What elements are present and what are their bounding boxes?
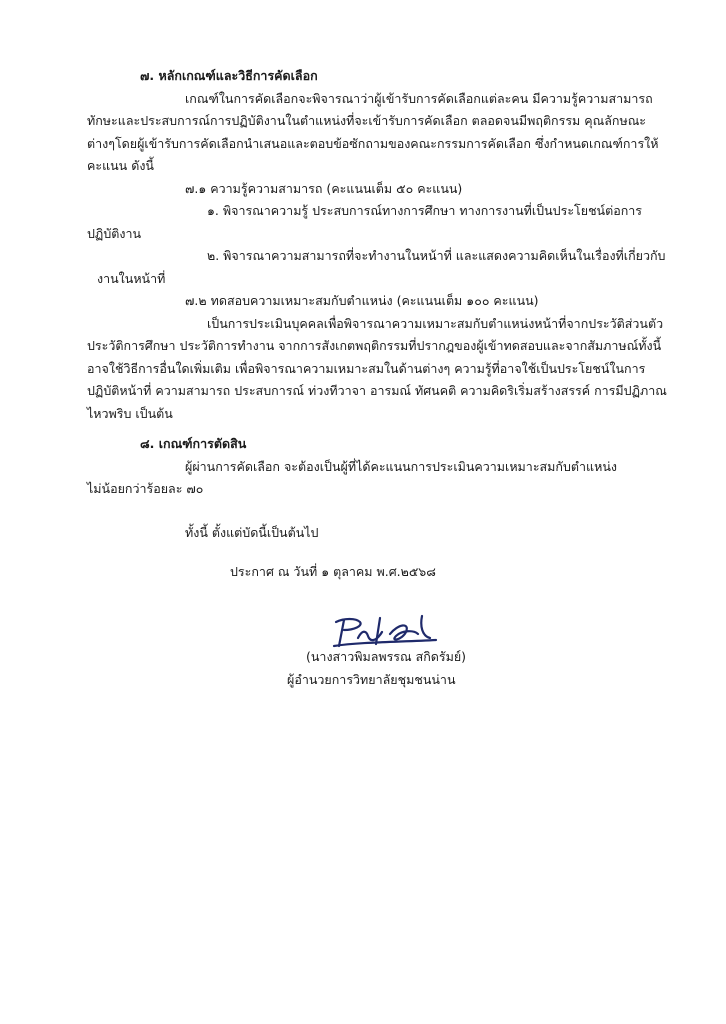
section-7-para-line-4: คะแนน ดังนี้ xyxy=(87,158,154,173)
sub-7-1-item-2-line-1: ๒. พิจารณาความสามารถที่จะทำงานในหน้าที่ และแสดงความคิดเห็นในเรื่องที่เกี่ยวกับ xyxy=(207,248,666,263)
handwritten-signature xyxy=(330,612,440,652)
section-8-para-line-1: ผู้ผ่านการคัดเลือก จะต้องเป็นผู้ที่ได้คะแนนการประเมินความเหมาะสมกับตำแหน่ง xyxy=(185,459,617,474)
sub-7-2-para-line-5: ไหวพริบ เป็นต้น xyxy=(87,406,173,421)
sub-7-2-para-line-3: อาจใช้วิธีการอื่นใดเพิ่มเติม เพื่อพิจารณาความเหมาะสมในด้านต่างๆ ความรู้ที่อาจใช้เป็นประโยชน์ในการ xyxy=(87,361,646,376)
section-7-para-line-1: เกณฑ์ในการคัดเลือกจะพิจารณาว่าผู้เข้ารับการคัดเลือกแต่ละคน มีความรู้ความสามารถ xyxy=(185,91,653,106)
sub-7-1-item-2-line-2: งานในหน้าที่ xyxy=(97,271,166,286)
signatory-name: (นางสาวพิมลพรรณ สกิดรัมย์) xyxy=(306,649,467,664)
sub-7-1-item-1-line-1: ๑. พิจารณาความรู้ ประสบการณ์ทางการศึกษา ทางการงานที่เป็นประโยชน์ต่อการ xyxy=(207,203,643,218)
section-7-para-line-3: ต่างๆโดยผู้เข้ารับการคัดเลือกนำเสนอและตอบข้อซักถามของคณะกรรมการคัดเลือก ซึ่งกำหนดเกณฑ์การให้ xyxy=(87,136,659,151)
section-7-para-line-2: ทักษะและประสบการณ์การปฏิบัติงานในตำแหน่งที่จะเข้ารับการคัดเลือก ตลอดจนมีพฤติกรรม คุณลักษณะ xyxy=(87,113,647,128)
sub-7-1-heading: ๗.๑ ความรู้ความสามารถ (คะแนนเต็ม ๕๐ คะแนน) xyxy=(185,181,463,196)
section-7-heading: ๗. หลักเกณฑ์และวิธีการคัดเลือก xyxy=(140,68,318,83)
sub-7-2-para-line-1: เป็นการประเมินบุคคลเพื่อพิจารณาความเหมาะสมกับตำแหน่งหน้าที่จากประวัติส่วนตัว xyxy=(207,316,664,331)
signatory-position: ผู้อำนวยการวิทยาลัยชุมชนน่าน xyxy=(287,672,456,687)
section-8-para-line-2: ไม่น้อยกว่าร้อยละ ๗๐ xyxy=(87,481,204,496)
sub-7-2-para-line-4: ปฏิบัติหน้าที่ ความสามารถ ประสบการณ์ ท่วงทีวาจา อารมณ์ ทัศนคติ ความคิดริเริ่มสร้างสรรค์ การมีปฏิภาณ xyxy=(87,383,667,398)
sub-7-2-heading: ๗.๒ ทดสอบความเหมาะสมกับตำแหน่ง (คะแนนเต็ม ๑๐๐ คะแนน) xyxy=(185,293,539,308)
section-8-heading: ๘. เกณฑ์การตัดสิน xyxy=(140,436,247,451)
effective-statement: ทั้งนี้ ตั้งแต่บัดนี้เป็นต้นไป xyxy=(185,525,319,540)
sub-7-1-item-1-line-2: ปฏิบัติงาน xyxy=(87,226,142,241)
announcement-date: ประกาศ ณ วันที่ ๑ ตุลาคม พ.ศ.๒๕๖๘ xyxy=(230,564,436,579)
sub-7-2-para-line-2: ประวัติการศึกษา ประวัติการทำงาน จากการสังเกตพฤติกรรมที่ปรากฎของผู้เข้าทดสอบและจากสัมภาษณ์ทั้งนี้ xyxy=(87,338,662,353)
